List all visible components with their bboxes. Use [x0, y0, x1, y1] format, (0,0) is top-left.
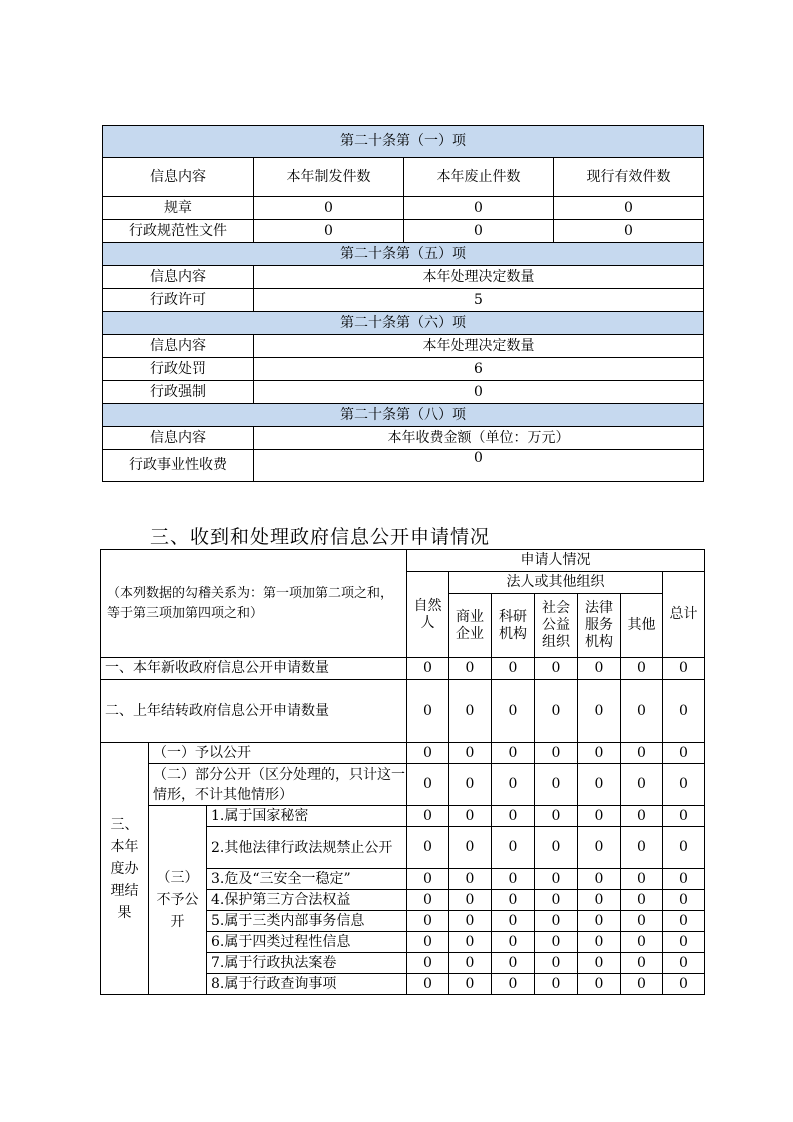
cell-value: 0	[578, 974, 621, 995]
table-row	[101, 658, 705, 680]
section-8-header: 第二十条第（八）项	[103, 404, 704, 427]
cell-value: 0	[407, 932, 449, 953]
cell-value: 0	[663, 911, 705, 932]
table-row	[101, 743, 705, 764]
cell-value: 0	[535, 743, 578, 764]
cell-value: 0	[535, 974, 578, 995]
cell-value: 0	[407, 658, 449, 680]
col-social: 社会公益组织	[535, 594, 578, 658]
cell-value: 0	[535, 827, 578, 869]
row-label: 3.危及“三安全一稳定”	[207, 869, 407, 890]
section-1-header: 第二十条第（一）项	[103, 126, 704, 158]
cell-value: 0	[621, 658, 663, 680]
cell-value: 0	[578, 658, 621, 680]
row-label: 信息内容	[103, 266, 254, 289]
cell-value: 0	[621, 806, 663, 827]
cell-value: 0	[407, 743, 449, 764]
cell-value: 0	[554, 220, 704, 243]
section-heading: 三、收到和处理政府信息公开申请情况	[150, 526, 491, 548]
cell-value: 0	[578, 827, 621, 869]
row-label: 8.属于行政查询事项	[207, 974, 407, 995]
cell-value: 0	[621, 953, 663, 974]
cell-value: 0	[578, 911, 621, 932]
table-row	[101, 806, 705, 827]
cell-value: 0	[449, 680, 492, 743]
row-label: 5.属于三类内部事务信息	[207, 911, 407, 932]
cell-value: 0	[663, 932, 705, 953]
cell-value: 0	[449, 806, 492, 827]
cell-value: 0	[621, 890, 663, 911]
cell-value: 0	[407, 764, 449, 806]
cell-value: 0	[407, 890, 449, 911]
cell-value: 0	[254, 381, 704, 404]
relation-note: （本列数据的勾稽关系为：第一项加第二项之和，等于第三项加第四项之和）	[101, 550, 407, 658]
cell-value: 0	[578, 953, 621, 974]
row-label: 行政规范性文件	[103, 220, 254, 243]
cell-value: 0	[407, 806, 449, 827]
cell-value: 0	[449, 658, 492, 680]
cell-value: 0	[535, 953, 578, 974]
col-other: 其他	[621, 594, 663, 658]
cell-value: 0	[578, 680, 621, 743]
cell-value: 0	[407, 953, 449, 974]
cell-value: 0	[492, 743, 535, 764]
cell-value: 0	[663, 953, 705, 974]
cell-value: 0	[492, 890, 535, 911]
group-label: （三）不予公开	[149, 806, 207, 995]
cell-value: 0	[621, 869, 663, 890]
row-label: 信息内容	[103, 335, 254, 358]
cell-value: 0	[449, 764, 492, 806]
cell-value: 0	[492, 658, 535, 680]
cell-value: 0	[663, 743, 705, 764]
cell-value: 0	[578, 869, 621, 890]
cell-value: 0	[492, 827, 535, 869]
cell-value: 0	[621, 911, 663, 932]
cell-value: 0	[449, 911, 492, 932]
cell-value: 0	[254, 197, 404, 220]
cell-value: 0	[663, 764, 705, 806]
cell-value: 0	[492, 806, 535, 827]
cell-value: 0	[254, 450, 704, 482]
section-5-header: 第二十条第（五）项	[103, 243, 704, 266]
cell-value: 0	[254, 220, 404, 243]
cell-value: 0	[621, 764, 663, 806]
cell-value: 0	[492, 680, 535, 743]
cell-value: 0	[578, 743, 621, 764]
cell-value: 0	[407, 680, 449, 743]
row-label: 行政强制	[103, 381, 254, 404]
applicant-header: 申请人情况	[407, 550, 705, 572]
applications-table	[100, 549, 705, 995]
cell-value: 0	[449, 827, 492, 869]
cell-value: 0	[492, 764, 535, 806]
cell-value: 0	[535, 806, 578, 827]
cell-value: 0	[535, 658, 578, 680]
cell-value: 0	[407, 974, 449, 995]
cell-value: 0	[663, 806, 705, 827]
legal-orgs-header: 法人或其他组织	[449, 572, 663, 594]
row-label: 行政事业性收费	[103, 450, 254, 482]
cell-value: 5	[254, 289, 704, 312]
row-label: 二、上年结转政府信息公开申请数量	[101, 680, 407, 743]
row-label: 一、本年新收政府信息公开申请数量	[101, 658, 407, 680]
cell-value: 0	[407, 869, 449, 890]
col-fee-amount: 本年收费金额（单位：万元）	[254, 427, 704, 450]
cell-value: 0	[492, 953, 535, 974]
row-label: 2.其他法律行政法规禁止公开	[207, 827, 407, 869]
col-natural-person: 自然人	[407, 572, 449, 658]
cell-value: 0	[621, 743, 663, 764]
table-row	[101, 680, 705, 743]
cell-value: 0	[663, 680, 705, 743]
cell-value: 0	[535, 869, 578, 890]
col-legal-service: 法律服务机构	[578, 594, 621, 658]
cell-value: 0	[578, 764, 621, 806]
cell-value: 0	[404, 197, 554, 220]
col-decisions: 本年处理决定数量	[254, 335, 704, 358]
cell-value: 0	[663, 869, 705, 890]
cell-value: 0	[407, 911, 449, 932]
table-row	[101, 764, 705, 806]
row-label: 行政许可	[103, 289, 254, 312]
row-label: 信息内容	[103, 427, 254, 450]
cell-value: 0	[492, 869, 535, 890]
col-commercial: 商业企业	[449, 594, 492, 658]
col-total: 总计	[663, 572, 705, 658]
cell-value: 0	[407, 827, 449, 869]
section-6-header: 第二十条第（六）项	[103, 312, 704, 335]
group-label: 三、本年度办理结果	[101, 743, 149, 995]
cell-value: 0	[492, 911, 535, 932]
row-label: （二）部分公开（区分处理的，只计这一情形，不计其他情形）	[149, 764, 407, 806]
cell-value: 0	[578, 890, 621, 911]
row-label: 4.保护第三方合法权益	[207, 890, 407, 911]
row-label: 规章	[103, 197, 254, 220]
statistics-table-rules	[102, 125, 704, 482]
cell-value: 0	[535, 911, 578, 932]
row-label: 7.属于行政执法案卷	[207, 953, 407, 974]
cell-value: 0	[535, 890, 578, 911]
col-info-content: 信息内容	[103, 158, 254, 197]
cell-value: 0	[621, 932, 663, 953]
cell-value: 0	[554, 197, 704, 220]
cell-value: 0	[663, 827, 705, 869]
cell-value: 0	[621, 827, 663, 869]
cell-value: 0	[535, 680, 578, 743]
cell-value: 0	[449, 890, 492, 911]
col-issued: 本年制发件数	[254, 158, 404, 197]
cell-value: 0	[578, 806, 621, 827]
cell-value: 0	[621, 680, 663, 743]
cell-value: 0	[535, 764, 578, 806]
cell-value: 0	[449, 974, 492, 995]
cell-value: 0	[404, 220, 554, 243]
cell-value: 0	[449, 932, 492, 953]
cell-value: 0	[449, 953, 492, 974]
col-research: 科研机构	[492, 594, 535, 658]
cell-value: 6	[254, 358, 704, 381]
row-label: 6.属于四类过程性信息	[207, 932, 407, 953]
row-label: 1.属于国家秘密	[207, 806, 407, 827]
row-label: （一）予以公开	[149, 743, 407, 764]
cell-value: 0	[449, 869, 492, 890]
cell-value: 0	[663, 974, 705, 995]
cell-value: 0	[492, 932, 535, 953]
col-valid: 现行有效件数	[554, 158, 704, 197]
cell-value: 0	[535, 932, 578, 953]
col-abolished: 本年废止件数	[404, 158, 554, 197]
cell-value: 0	[663, 658, 705, 680]
cell-value: 0	[621, 974, 663, 995]
col-decisions: 本年处理决定数量	[254, 266, 704, 289]
row-label: 行政处罚	[103, 358, 254, 381]
cell-value: 0	[663, 890, 705, 911]
cell-value: 0	[578, 932, 621, 953]
cell-value: 0	[449, 743, 492, 764]
cell-value: 0	[492, 974, 535, 995]
